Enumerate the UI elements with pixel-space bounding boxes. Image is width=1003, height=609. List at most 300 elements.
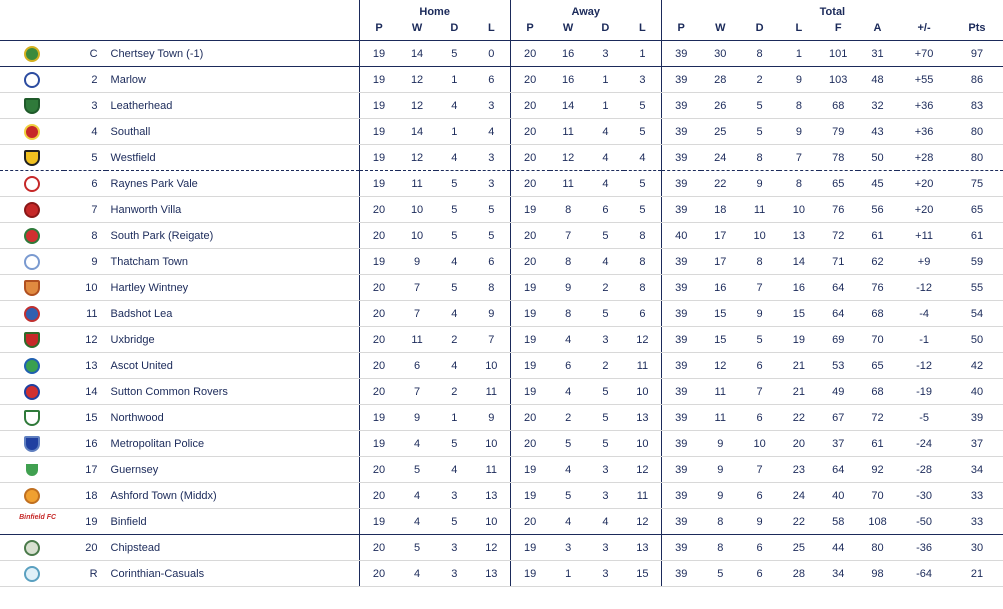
stat-cell-total-pts: 37 xyxy=(951,431,1003,457)
stat-cell-total-f: 103 xyxy=(819,67,858,93)
stat-cell-total-a: 70 xyxy=(858,483,897,509)
position-cell: 20 xyxy=(64,535,105,561)
position-cell: 11 xyxy=(64,301,105,327)
stat-cell-away-d: 3 xyxy=(587,41,624,67)
stat-cell-total-f: 49 xyxy=(819,379,858,405)
position-cell: 7 xyxy=(64,197,105,223)
stat-cell-home-w: 9 xyxy=(398,405,435,431)
table-row[interactable] xyxy=(0,561,1003,587)
team-name-link[interactable]: Hartley Wintney xyxy=(106,275,360,301)
stat-cell-home-p: 20 xyxy=(359,561,398,587)
stat-cell-total-p: 39 xyxy=(661,301,700,327)
stat-cell-home-d: 5 xyxy=(436,171,473,197)
stat-cell-total-a: 61 xyxy=(858,223,897,249)
table-row[interactable] xyxy=(0,275,1003,301)
stat-cell-home-l: 5 xyxy=(473,197,510,223)
stat-cell-total-d: 8 xyxy=(740,145,779,171)
stat-cell-total-l: 8 xyxy=(779,171,818,197)
stat-cell-away-w: 4 xyxy=(550,327,587,353)
guernsey-crest-icon xyxy=(24,462,40,478)
stat-cell-home-w: 12 xyxy=(398,93,435,119)
stat-cell-total-a: 72 xyxy=(858,405,897,431)
stat-cell-total-pts: 21 xyxy=(951,561,1003,587)
stat-cell-home-d: 5 xyxy=(436,431,473,457)
stat-cell-home-d: 5 xyxy=(436,197,473,223)
stat-cell-total-l: 20 xyxy=(779,431,818,457)
team-badge-cell xyxy=(0,431,64,457)
stat-cell-home-d: 2 xyxy=(436,379,473,405)
team-badge-cell xyxy=(0,145,64,171)
stat-cell-home-p: 19 xyxy=(359,249,398,275)
stat-cell-total-d: 8 xyxy=(740,249,779,275)
stat-cell-total-gd: +9 xyxy=(897,249,951,275)
team-name-link[interactable]: Leatherhead xyxy=(106,93,360,119)
team-badge-cell xyxy=(0,353,64,379)
stat-cell-away-p: 19 xyxy=(510,301,549,327)
stat-cell-home-l: 3 xyxy=(473,171,510,197)
table-row[interactable] xyxy=(0,431,1003,457)
stat-cell-total-p: 39 xyxy=(661,327,700,353)
team-name-link[interactable]: Northwood xyxy=(106,405,360,431)
stat-cell-home-d: 4 xyxy=(436,301,473,327)
stat-cell-away-p: 19 xyxy=(510,561,549,587)
stat-cell-away-l: 12 xyxy=(624,509,661,535)
stat-cell-home-l: 9 xyxy=(473,301,510,327)
stat-cell-home-w: 14 xyxy=(398,119,435,145)
stat-cell-away-p: 19 xyxy=(510,197,549,223)
stat-cell-home-d: 1 xyxy=(436,119,473,145)
stat-cell-total-p: 39 xyxy=(661,197,700,223)
stat-cell-total-l: 7 xyxy=(779,145,818,171)
stat-cell-home-d: 4 xyxy=(436,249,473,275)
stat-cell-total-d: 9 xyxy=(740,509,779,535)
position-cell: 13 xyxy=(64,353,105,379)
table-row[interactable] xyxy=(0,301,1003,327)
table-row[interactable] xyxy=(0,119,1003,145)
stat-cell-total-gd: +20 xyxy=(897,171,951,197)
team-name-link[interactable]: Ashford Town (Middx) xyxy=(106,483,360,509)
stat-cell-away-w: 11 xyxy=(550,171,587,197)
stat-cell-total-d: 10 xyxy=(740,431,779,457)
stat-cell-away-d: 3 xyxy=(587,327,624,353)
stat-cell-home-p: 19 xyxy=(359,405,398,431)
stat-cell-home-p: 19 xyxy=(359,509,398,535)
team-badge-cell xyxy=(0,535,64,561)
stat-cell-home-p: 20 xyxy=(359,483,398,509)
stat-cell-away-w: 8 xyxy=(550,301,587,327)
stat-cell-total-w: 11 xyxy=(701,405,740,431)
corinthian-casuals-crest-icon xyxy=(24,566,40,582)
stat-cell-total-p: 39 xyxy=(661,249,700,275)
stat-cell-total-pts: 86 xyxy=(951,67,1003,93)
stat-cell-total-l: 21 xyxy=(779,379,818,405)
team-name-link[interactable]: Chipstead xyxy=(106,535,360,561)
stat-cell-home-d: 4 xyxy=(436,145,473,171)
stat-cell-home-w: 10 xyxy=(398,197,435,223)
stat-cell-home-p: 20 xyxy=(359,301,398,327)
stat-cell-away-d: 3 xyxy=(587,457,624,483)
stat-cell-total-p: 40 xyxy=(661,223,700,249)
stat-cell-total-d: 5 xyxy=(740,93,779,119)
stat-cell-total-gd: -24 xyxy=(897,431,951,457)
team-name-link[interactable]: South Park (Reigate) xyxy=(106,223,360,249)
chipstead-crest-icon xyxy=(24,540,40,556)
stat-cell-home-d: 3 xyxy=(436,561,473,587)
stat-cell-away-w: 5 xyxy=(550,431,587,457)
stat-cell-total-w: 15 xyxy=(701,301,740,327)
stat-cell-total-d: 6 xyxy=(740,483,779,509)
table-row[interactable] xyxy=(0,327,1003,353)
stat-cell-away-w: 3 xyxy=(550,535,587,561)
stat-cell-away-d: 2 xyxy=(587,275,624,301)
southall-crest-icon xyxy=(24,124,40,140)
stat-cell-total-f: 44 xyxy=(819,535,858,561)
stat-cell-home-p: 19 xyxy=(359,93,398,119)
table-row[interactable] xyxy=(0,353,1003,379)
stat-cell-total-w: 8 xyxy=(701,509,740,535)
stat-cell-total-p: 39 xyxy=(661,561,700,587)
stat-cell-total-w: 9 xyxy=(701,431,740,457)
stat-cell-total-f: 40 xyxy=(819,483,858,509)
south-park-crest-icon xyxy=(24,228,40,244)
stat-cell-away-p: 19 xyxy=(510,327,549,353)
stat-cell-away-l: 12 xyxy=(624,327,661,353)
column-header-total-0: P xyxy=(661,18,700,41)
stat-cell-total-gd: -12 xyxy=(897,353,951,379)
stat-cell-total-p: 39 xyxy=(661,405,700,431)
stat-cell-home-w: 7 xyxy=(398,301,435,327)
stat-cell-away-l: 3 xyxy=(624,67,661,93)
stat-cell-total-pts: 30 xyxy=(951,535,1003,561)
chertsey-town-crest-icon xyxy=(24,46,40,62)
stat-cell-total-d: 10 xyxy=(740,223,779,249)
stat-cell-away-d: 5 xyxy=(587,431,624,457)
stat-cell-total-a: 65 xyxy=(858,353,897,379)
header-group-away: Away xyxy=(510,0,661,18)
stat-cell-away-l: 13 xyxy=(624,405,661,431)
stat-cell-away-d: 4 xyxy=(587,119,624,145)
team-badge-cell xyxy=(0,483,64,509)
stat-cell-total-w: 24 xyxy=(701,145,740,171)
stat-cell-total-pts: 42 xyxy=(951,353,1003,379)
stat-cell-home-w: 11 xyxy=(398,171,435,197)
stat-cell-total-f: 64 xyxy=(819,301,858,327)
team-name-link[interactable]: Ascot United xyxy=(106,353,360,379)
stat-cell-away-d: 4 xyxy=(587,509,624,535)
table-row[interactable] xyxy=(0,535,1003,561)
team-badge-cell xyxy=(0,197,64,223)
team-name-link[interactable]: Chertsey Town (-1) xyxy=(106,41,360,67)
stat-cell-total-d: 6 xyxy=(740,535,779,561)
stat-cell-away-w: 7 xyxy=(550,223,587,249)
header-spacer xyxy=(0,0,359,18)
stat-cell-total-w: 8 xyxy=(701,535,740,561)
stat-cell-away-p: 20 xyxy=(510,67,549,93)
stat-cell-total-gd: -36 xyxy=(897,535,951,561)
stat-cell-total-w: 25 xyxy=(701,119,740,145)
stat-cell-total-pts: 34 xyxy=(951,457,1003,483)
table-header xyxy=(0,0,1003,41)
stat-cell-away-d: 5 xyxy=(587,301,624,327)
stat-cell-total-f: 65 xyxy=(819,171,858,197)
table-row[interactable] xyxy=(0,509,1003,535)
stat-cell-away-p: 20 xyxy=(510,249,549,275)
stat-cell-away-p: 20 xyxy=(510,405,549,431)
stat-cell-total-f: 76 xyxy=(819,197,858,223)
ashford-town-crest-icon xyxy=(24,488,40,504)
team-name-link[interactable]: Raynes Park Vale xyxy=(106,171,360,197)
stat-cell-home-l: 10 xyxy=(473,509,510,535)
stat-cell-away-d: 5 xyxy=(587,379,624,405)
stat-cell-away-p: 20 xyxy=(510,431,549,457)
stat-cell-total-d: 11 xyxy=(740,197,779,223)
stat-cell-home-p: 20 xyxy=(359,379,398,405)
stat-cell-total-f: 37 xyxy=(819,431,858,457)
stat-cell-away-l: 8 xyxy=(624,275,661,301)
team-name-link[interactable]: Corinthian-Casuals xyxy=(106,561,360,587)
position-cell: 5 xyxy=(64,145,105,171)
position-cell: 15 xyxy=(64,405,105,431)
stat-cell-away-p: 20 xyxy=(510,509,549,535)
stat-cell-total-gd: +20 xyxy=(897,197,951,223)
stat-cell-away-p: 19 xyxy=(510,483,549,509)
stat-cell-home-p: 20 xyxy=(359,535,398,561)
stat-cell-away-p: 20 xyxy=(510,223,549,249)
table-row[interactable] xyxy=(0,405,1003,431)
team-badge-cell xyxy=(0,379,64,405)
stat-cell-away-d: 6 xyxy=(587,197,624,223)
stat-cell-away-p: 20 xyxy=(510,171,549,197)
column-header-away-3: L xyxy=(624,18,661,41)
stat-cell-home-d: 5 xyxy=(436,509,473,535)
table-row[interactable] xyxy=(0,457,1003,483)
column-header-total-4: F xyxy=(819,18,858,41)
position-cell: 10 xyxy=(64,275,105,301)
column-header-row xyxy=(0,18,1003,41)
column-header-total-7: Pts xyxy=(951,18,1003,41)
table-row[interactable] xyxy=(0,223,1003,249)
stat-cell-total-p: 39 xyxy=(661,41,700,67)
team-name-link[interactable]: Marlow xyxy=(106,67,360,93)
column-header-total-2: D xyxy=(740,18,779,41)
position-cell: 17 xyxy=(64,457,105,483)
stat-cell-total-f: 72 xyxy=(819,223,858,249)
team-name-link[interactable]: Thatcham Town xyxy=(106,249,360,275)
hanworth-villa-crest-icon xyxy=(24,202,40,218)
stat-cell-total-l: 9 xyxy=(779,119,818,145)
stat-cell-total-a: 50 xyxy=(858,145,897,171)
stat-cell-home-p: 19 xyxy=(359,171,398,197)
stat-cell-home-d: 5 xyxy=(436,275,473,301)
thatcham-town-crest-icon xyxy=(24,254,40,270)
team-name-link[interactable]: Westfield xyxy=(106,145,360,171)
team-name-link[interactable]: Binfield xyxy=(106,509,360,535)
column-header-home-0: P xyxy=(359,18,398,41)
stat-cell-home-w: 4 xyxy=(398,509,435,535)
position-cell: 4 xyxy=(64,119,105,145)
stat-cell-total-gd: -12 xyxy=(897,275,951,301)
column-header-total-5: A xyxy=(858,18,897,41)
stat-cell-away-p: 20 xyxy=(510,119,549,145)
table-row[interactable] xyxy=(0,93,1003,119)
stat-cell-total-l: 19 xyxy=(779,327,818,353)
stat-cell-total-pts: 59 xyxy=(951,249,1003,275)
stat-cell-home-w: 4 xyxy=(398,483,435,509)
metropolitan-police-crest-icon xyxy=(24,436,40,452)
stat-cell-home-p: 19 xyxy=(359,431,398,457)
stat-cell-total-l: 10 xyxy=(779,197,818,223)
hartley-wintney-crest-icon xyxy=(24,280,40,296)
stat-cell-home-w: 12 xyxy=(398,145,435,171)
team-badge-cell xyxy=(0,561,64,587)
stat-cell-total-w: 16 xyxy=(701,275,740,301)
stat-cell-home-p: 20 xyxy=(359,275,398,301)
position-cell: R xyxy=(64,561,105,587)
stat-cell-total-l: 13 xyxy=(779,223,818,249)
stat-cell-total-pts: 61 xyxy=(951,223,1003,249)
stat-cell-home-d: 2 xyxy=(436,327,473,353)
column-header-home-3: L xyxy=(473,18,510,41)
stat-cell-away-l: 13 xyxy=(624,535,661,561)
stat-cell-home-p: 20 xyxy=(359,197,398,223)
stat-cell-away-p: 20 xyxy=(510,41,549,67)
stat-cell-away-d: 3 xyxy=(587,483,624,509)
position-cell: 6 xyxy=(64,171,105,197)
position-cell: 2 xyxy=(64,67,105,93)
stat-cell-total-l: 22 xyxy=(779,405,818,431)
stat-cell-total-gd: -1 xyxy=(897,327,951,353)
stat-cell-away-d: 5 xyxy=(587,405,624,431)
stat-cell-total-gd: -64 xyxy=(897,561,951,587)
stat-cell-away-w: 2 xyxy=(550,405,587,431)
stat-cell-away-w: 16 xyxy=(550,41,587,67)
stat-cell-total-l: 8 xyxy=(779,93,818,119)
badshot-lea-crest-icon xyxy=(24,306,40,322)
stat-cell-home-w: 5 xyxy=(398,457,435,483)
team-name-link[interactable]: Uxbridge xyxy=(106,327,360,353)
stat-cell-total-a: 32 xyxy=(858,93,897,119)
team-name-link[interactable]: Guernsey xyxy=(106,457,360,483)
stat-cell-total-gd: +36 xyxy=(897,93,951,119)
stat-cell-total-a: 45 xyxy=(858,171,897,197)
table-row[interactable] xyxy=(0,171,1003,197)
stat-cell-total-pts: 50 xyxy=(951,327,1003,353)
stat-cell-total-pts: 80 xyxy=(951,119,1003,145)
team-name-link[interactable]: Metropolitan Police xyxy=(106,431,360,457)
stat-cell-total-a: 92 xyxy=(858,457,897,483)
team-badge-cell xyxy=(0,457,64,483)
table-row[interactable] xyxy=(0,197,1003,223)
stat-cell-away-l: 1 xyxy=(624,41,661,67)
stat-cell-total-gd: +28 xyxy=(897,145,951,171)
stat-cell-away-w: 14 xyxy=(550,93,587,119)
stat-cell-total-a: 56 xyxy=(858,197,897,223)
table-row[interactable] xyxy=(0,145,1003,171)
team-name-link[interactable]: Badshot Lea xyxy=(106,301,360,327)
stat-cell-home-d: 3 xyxy=(436,483,473,509)
stat-cell-home-w: 11 xyxy=(398,327,435,353)
table-row[interactable] xyxy=(0,249,1003,275)
stat-cell-home-w: 7 xyxy=(398,275,435,301)
stat-cell-total-w: 11 xyxy=(701,379,740,405)
header-group-home: Home xyxy=(359,0,510,18)
stat-cell-total-p: 39 xyxy=(661,431,700,457)
stat-cell-total-a: 108 xyxy=(858,509,897,535)
binfield-crest-icon: Binfield FC xyxy=(19,513,57,521)
stat-cell-away-l: 6 xyxy=(624,301,661,327)
stat-cell-total-pts: 55 xyxy=(951,275,1003,301)
stat-cell-away-p: 19 xyxy=(510,353,549,379)
stat-cell-total-gd: +55 xyxy=(897,67,951,93)
stat-cell-away-w: 4 xyxy=(550,457,587,483)
stat-cell-away-d: 1 xyxy=(587,67,624,93)
stat-cell-total-a: 70 xyxy=(858,327,897,353)
team-name-link[interactable]: Southall xyxy=(106,119,360,145)
stat-cell-away-p: 19 xyxy=(510,535,549,561)
stat-cell-total-d: 2 xyxy=(740,67,779,93)
stat-cell-home-l: 3 xyxy=(473,93,510,119)
stat-cell-away-l: 8 xyxy=(624,249,661,275)
stat-cell-total-w: 15 xyxy=(701,327,740,353)
stat-cell-home-w: 4 xyxy=(398,561,435,587)
stat-cell-home-l: 9 xyxy=(473,405,510,431)
stat-cell-home-p: 20 xyxy=(359,457,398,483)
table-row[interactable] xyxy=(0,67,1003,93)
stat-cell-home-w: 10 xyxy=(398,223,435,249)
stat-cell-total-gd: -28 xyxy=(897,457,951,483)
stat-cell-total-l: 23 xyxy=(779,457,818,483)
stat-cell-away-w: 6 xyxy=(550,353,587,379)
stat-cell-total-a: 43 xyxy=(858,119,897,145)
team-badge-cell xyxy=(0,67,64,93)
stat-cell-total-a: 31 xyxy=(858,41,897,67)
stat-cell-total-a: 68 xyxy=(858,301,897,327)
stat-cell-home-w: 14 xyxy=(398,41,435,67)
stat-cell-total-p: 39 xyxy=(661,483,700,509)
stat-cell-away-w: 9 xyxy=(550,275,587,301)
stat-cell-total-p: 39 xyxy=(661,93,700,119)
stat-cell-total-a: 98 xyxy=(858,561,897,587)
stat-cell-away-w: 1 xyxy=(550,561,587,587)
stat-cell-away-d: 5 xyxy=(587,223,624,249)
stat-cell-home-l: 11 xyxy=(473,379,510,405)
table-row[interactable] xyxy=(0,483,1003,509)
stat-cell-home-p: 20 xyxy=(359,327,398,353)
stat-cell-total-gd: +36 xyxy=(897,119,951,145)
stat-cell-home-l: 8 xyxy=(473,275,510,301)
stat-cell-total-l: 14 xyxy=(779,249,818,275)
team-name-link[interactable]: Hanworth Villa xyxy=(106,197,360,223)
stat-cell-home-d: 1 xyxy=(436,405,473,431)
stat-cell-home-l: 0 xyxy=(473,41,510,67)
stat-cell-away-w: 4 xyxy=(550,379,587,405)
team-name-link[interactable]: Sutton Common Rovers xyxy=(106,379,360,405)
position-cell: 9 xyxy=(64,249,105,275)
table-row[interactable] xyxy=(0,41,1003,67)
stat-cell-total-pts: 97 xyxy=(951,41,1003,67)
stat-cell-home-w: 7 xyxy=(398,379,435,405)
team-badge-cell xyxy=(0,327,64,353)
stat-cell-away-d: 2 xyxy=(587,353,624,379)
stat-cell-total-p: 39 xyxy=(661,275,700,301)
stat-cell-total-d: 9 xyxy=(740,301,779,327)
stat-cell-total-pts: 75 xyxy=(951,171,1003,197)
ascot-united-crest-icon xyxy=(24,358,40,374)
column-header-home-2: D xyxy=(436,18,473,41)
stat-cell-home-d: 1 xyxy=(436,67,473,93)
team-badge-cell xyxy=(0,171,64,197)
table-row[interactable] xyxy=(0,379,1003,405)
